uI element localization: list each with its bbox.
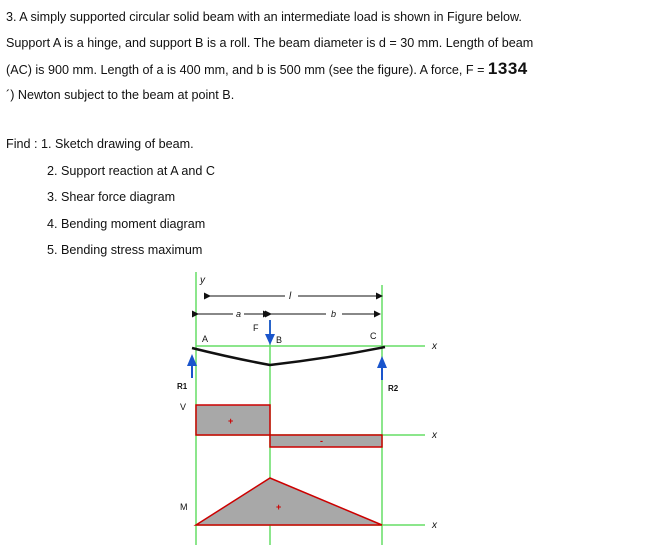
x-axis-label: x xyxy=(432,430,437,441)
shear-positive-sign: + xyxy=(228,416,234,426)
find-item: 1. Sketch drawing of beam. xyxy=(41,137,194,151)
point-label-c: C xyxy=(370,331,377,341)
length-label-a: a xyxy=(236,309,242,319)
shear-negative-region xyxy=(270,435,382,447)
shear-label: V xyxy=(180,402,187,412)
find-item: 2. Support reaction at A and C xyxy=(47,163,216,178)
point-label-b: B xyxy=(276,335,283,345)
find-item: 5. Bending stress maximum xyxy=(47,243,203,257)
length-label-l: l xyxy=(289,291,292,302)
reaction-label-r2: R2 xyxy=(388,384,399,393)
find-item: 3. Shear force diagram xyxy=(47,190,176,204)
x-axis-label: x xyxy=(432,341,437,352)
problem-line-2: Support A is a hinge, and support B is a roll. The beam diameter is d = 30 mm. Length of beam xyxy=(6,36,534,50)
length-label-b: b xyxy=(331,309,337,319)
force-value: 1334 xyxy=(487,59,528,78)
force-label: F xyxy=(253,323,259,333)
problem-line-4: ´) Newton subject to the beam at point B. xyxy=(6,88,235,102)
shear-negative-sign: - xyxy=(320,436,323,446)
find-item: 4. Bending moment diagram xyxy=(47,216,206,231)
point-label-a: A xyxy=(202,334,209,344)
moment-positive-sign: + xyxy=(276,502,282,512)
reaction-arrow-r2-head xyxy=(377,356,387,368)
y-axis-label: y xyxy=(200,275,205,286)
deflected-beam xyxy=(192,347,385,365)
force-arrow-head xyxy=(265,334,275,345)
problem-line-1: 3. A simply supported circular solid beam with an intermediate load is shown in Figure below. xyxy=(6,10,522,24)
reaction-label-r1: R1 xyxy=(177,382,188,391)
x-axis-label: x xyxy=(432,520,437,531)
problem-line-3-text: (AC) is 900 mm. Length of a is 400 mm, and b is 500 mm (see the figure). A force, F = xyxy=(6,63,488,77)
find-label: Find : xyxy=(6,137,41,151)
moment-region xyxy=(196,478,382,525)
moment-label: M xyxy=(180,502,188,512)
